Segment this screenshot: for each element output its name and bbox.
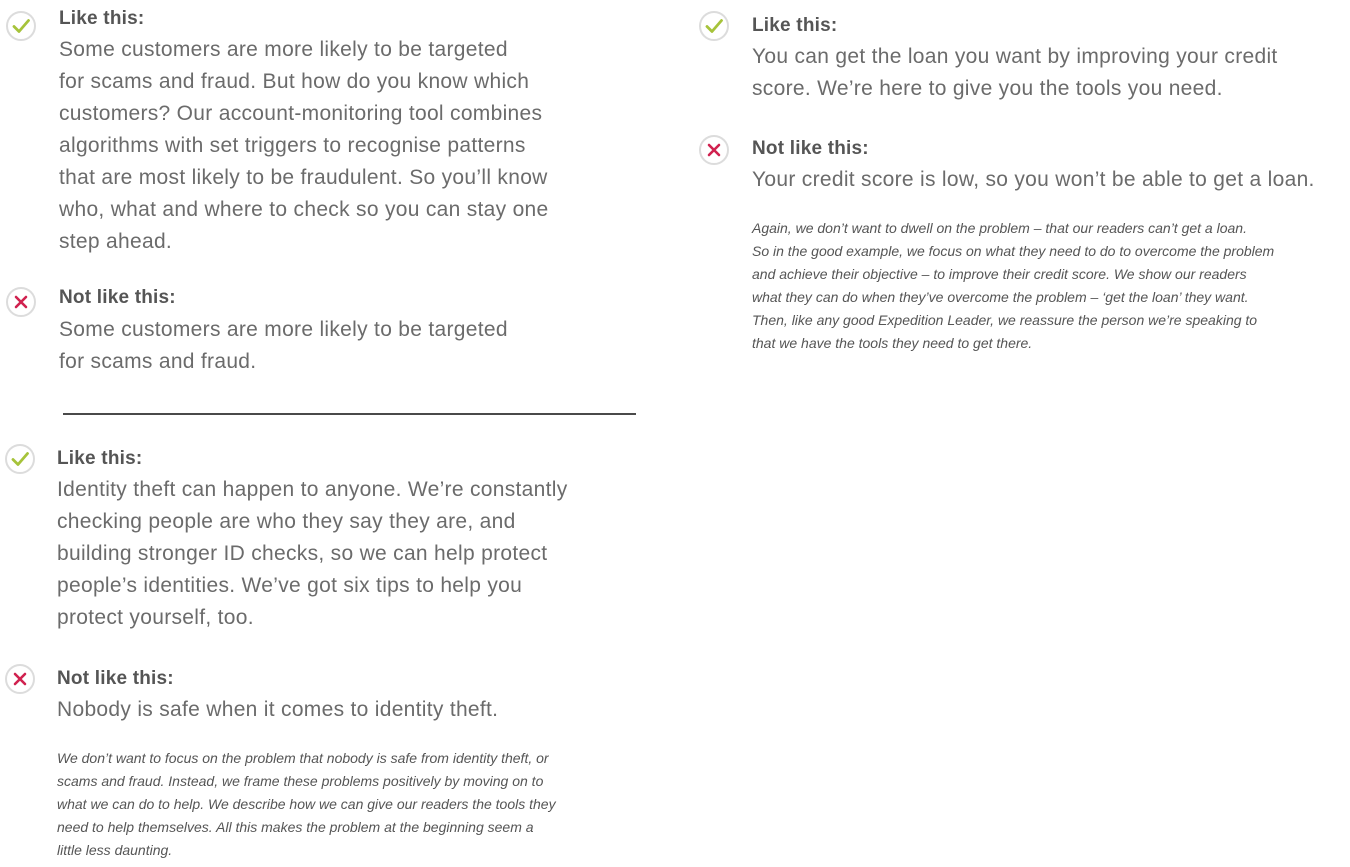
example-2-bad-text: Nobody is safe when it comes to identity theft. bbox=[57, 698, 499, 721]
section-divider bbox=[63, 413, 636, 415]
example-1-bad-label: Not like this: bbox=[59, 287, 176, 308]
example-1-bad-text: Some customers are more likely to be targeted for scams and fraud. bbox=[59, 318, 508, 373]
example-2-good-label: Like this: bbox=[57, 448, 143, 469]
cross-icon bbox=[5, 664, 35, 694]
example-2-good-text: Identity theft can happen to anyone. We’re constantly checking people are who they say they are, and building stronger ID checks, so we can help protect people’s identities. We’ve got six tips to help you protect yourself, too. bbox=[57, 478, 568, 629]
example-3-bad-text: Your credit score is low, so you won’t be able to get a loan. bbox=[752, 168, 1315, 191]
example-1-good-label: Like this: bbox=[59, 8, 145, 29]
example-3-good-label: Like this: bbox=[752, 15, 838, 36]
cross-icon bbox=[699, 135, 729, 165]
example-2-bad-label: Not like this: bbox=[57, 668, 174, 689]
example-3-explanation: Again, we don’t want to dwell on the problem – that our readers can’t get a loan. So in the good example, we focus on what they need to do to overcome the problem and achieve their objective – to improve their credit score. We show our readers what they can do when they’ve overcome the problem – ‘get the loan’ they want. Then, like any good Expedition Leader, we reassure the person we’re speaking to that we have the tools they need to get there. bbox=[752, 220, 1275, 351]
check-icon bbox=[6, 11, 36, 41]
check-icon bbox=[699, 11, 729, 41]
example-3-bad-label: Not like this: bbox=[752, 138, 869, 159]
example-1-good-text: Some customers are more likely to be targeted for scams and fraud. But how do you know which customers? Our account-monitoring tool combines algorithms with set triggers to recognise patterns that are most likely to be fraudulent. So you’ll know who, what and where to check so you can stay one step ahead. bbox=[59, 38, 549, 253]
cross-icon bbox=[6, 287, 36, 317]
example-3-good-text: You can get the loan you want by improving your credit score. We’re here to give you the tools you need. bbox=[752, 45, 1278, 100]
example-2-explanation: We don’t want to focus on the problem that nobody is safe from identity theft, or scams and fraud. Instead, we frame these problems positively by moving on to what we can do to help. We describe how we can give our readers the tools they need to help themselves. All this makes the problem at the beginning seem a little less daunting. bbox=[57, 750, 556, 858]
check-icon bbox=[5, 444, 35, 474]
